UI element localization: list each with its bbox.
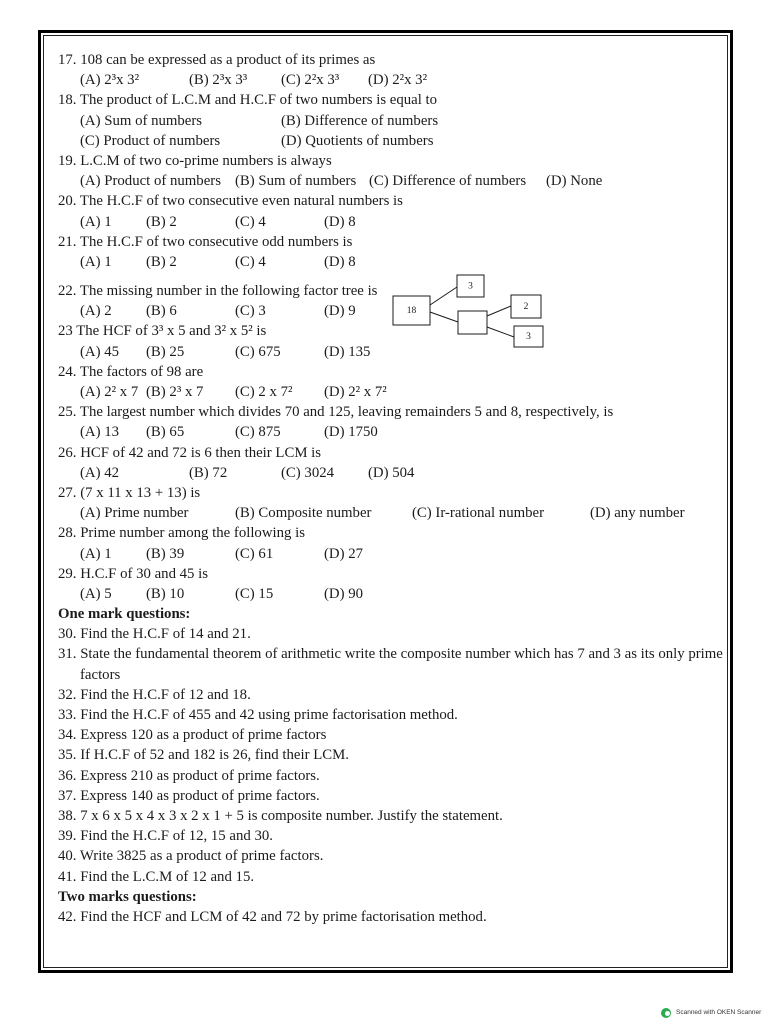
option-c: (C) 875	[235, 424, 281, 441]
option-a: (A) 1	[80, 545, 112, 562]
option-c: (C) Difference of numbers	[369, 173, 527, 190]
question-31: 31. State the fundamental theorem of arithmetic write the composite number which has 7 and 3 as its only prime	[58, 646, 723, 663]
question-21: 21. The H.C.F of two consecutive odd numbers is	[58, 233, 353, 250]
option-b: (B) 72	[189, 464, 228, 481]
tree-node-branch-label: 3	[468, 281, 473, 292]
option-c: (C) 4	[235, 253, 266, 270]
option-d: (D) 90	[324, 585, 364, 602]
tree-edge-missing-leaf-1	[487, 306, 511, 316]
options-17	[0, 70, 768, 90]
tree-edge-root-missing	[430, 312, 458, 322]
option-d: (D) 135	[324, 343, 371, 360]
question-30: 30. Find the H.C.F of 14 and 21.	[58, 626, 251, 643]
section-heading-one-mark: One mark questions:	[58, 606, 191, 623]
options-27	[0, 503, 768, 523]
question-41: 41. Find the L.C.M of 12 and 15.	[58, 868, 255, 885]
question-22: 22. The missing number in the following factor tree is	[58, 283, 378, 300]
question-27: 27. (7 x 11 x 13 + 13) is	[58, 484, 201, 501]
tree-node-leaf-2-label: 3	[526, 332, 531, 343]
option-a: (A) 1	[80, 253, 112, 270]
option-c: (C) Product of numbers	[80, 132, 221, 149]
option-b: (B) Sum of numbers	[235, 173, 357, 190]
option-b: (B) 39	[146, 545, 185, 562]
option-c: (C) Ir-rational number	[412, 505, 545, 522]
tree-node-root-label: 18	[406, 306, 417, 317]
option-b: (B) 2³ x 7	[146, 384, 204, 400]
question-37: 37. Express 140 as product of prime factors.	[58, 787, 320, 804]
scanner-watermark-text: Scanned with OKEN Scanner	[676, 1009, 762, 1016]
factor-tree-diagram	[380, 268, 555, 353]
option-b: (B) Composite number	[235, 505, 372, 522]
option-a: (A) 45	[80, 343, 120, 360]
option-d: (D) 8	[324, 253, 356, 270]
option-b: (B) 6	[146, 303, 177, 320]
question-24: 24. The factors of 98 are	[58, 363, 204, 380]
option-d: (D) 8	[324, 213, 356, 230]
question-33: 33. Find the H.C.F of 455 and 42 using prime factorisation method.	[58, 707, 458, 723]
option-c: (C) 4	[235, 213, 266, 230]
option-a: (A) Sum of numbers	[80, 112, 203, 129]
question-38: 38. 7 x 6 x 5 x 4 x 3 x 2 x 1 + 5 is composite number. Justify the statement.	[58, 807, 503, 824]
option-b: (B) 2	[146, 253, 177, 270]
option-d: (D) 27	[324, 545, 364, 562]
question-18: 18. The product of L.C.M and H.C.F of two numbers is equal to	[58, 92, 438, 109]
options-18-row-2	[0, 131, 768, 151]
tree-edge-root-branch	[430, 287, 457, 305]
options-20	[0, 212, 768, 232]
options-29	[0, 584, 768, 604]
option-b: (B) 25	[146, 343, 185, 360]
question-40: 40. Write 3825 as a product of prime factors.	[58, 848, 324, 865]
option-d: (D) 2² x 7²	[324, 384, 387, 400]
option-d: (D) Quotients of numbers	[281, 132, 434, 149]
question-20: 20. The H.C.F of two consecutive even natural numbers is	[58, 193, 403, 210]
option-c: (C) 3024	[281, 464, 335, 481]
option-a: (A) Product of numbers	[80, 173, 221, 190]
option-d: (D) None	[546, 173, 603, 190]
option-c: (C) 675	[235, 343, 281, 360]
option-d: (D) 1750	[324, 424, 378, 441]
tree-edge-missing-leaf-2	[487, 327, 514, 337]
question-39: 39. Find the H.C.F of 12, 15 and 30.	[58, 828, 273, 845]
option-d: (D) 504	[368, 464, 415, 481]
option-a: (A) Prime number	[80, 505, 189, 522]
question-35: 35. If H.C.F of 52 and 182 is 26, find their LCM.	[58, 747, 349, 764]
options-19	[0, 171, 768, 191]
question-19: 19. L.C.M of two co-prime numbers is always	[58, 152, 332, 169]
option-a: (A) 42	[80, 464, 120, 481]
question-26: 26. HCF of 42 and 72 is 6 then their LCM is	[58, 444, 322, 461]
question-42: 42. Find the HCF and LCM of 42 and 72 by prime factorisation method.	[58, 908, 487, 925]
oken-scanner-logo-icon	[661, 1008, 671, 1018]
option-a: (A) 1	[80, 213, 112, 230]
option-a: (A) 13	[80, 424, 120, 441]
option-b: (B) 2	[146, 213, 177, 230]
option-d: (D) 2²x 3²	[368, 72, 428, 89]
scanner-watermark	[660, 1007, 766, 1019]
option-b: (B) 10	[146, 585, 185, 602]
question-25: 25. The largest number which divides 70 and 125, leaving remainders 5 and 8, respectively, is	[58, 404, 614, 421]
options-26	[0, 463, 768, 483]
options-18-row-1	[0, 111, 768, 131]
option-b: (B) 2³x 3³	[189, 72, 248, 89]
question-list	[0, 50, 768, 927]
question-23: 23 The HCF of 3³ x 5 and 3² x 5² is	[58, 323, 267, 340]
question-29: 29. H.C.F of 30 and 45 is	[58, 565, 209, 582]
tree-node-missing-box	[458, 311, 487, 334]
option-a: (A) 5	[80, 585, 112, 602]
tree-node-leaf-1-label: 2	[523, 302, 529, 313]
options-25	[0, 422, 768, 442]
section-heading-two-marks: Two marks questions:	[58, 888, 197, 905]
question-34: 34. Express 120 as a product of prime factors	[58, 727, 327, 744]
option-d: (D) 9	[324, 303, 356, 320]
option-d: (D) any number	[590, 505, 685, 522]
options-24	[0, 382, 768, 402]
question-28: 28. Prime number among the following is	[58, 525, 305, 542]
option-b: (B) Difference of numbers	[281, 112, 439, 129]
option-c: (C) 3	[235, 303, 266, 320]
question-32: 32. Find the H.C.F of 12 and 18.	[58, 686, 251, 703]
question-36: 36. Express 210 as product of prime factors.	[58, 767, 320, 784]
option-a: (A) 2	[80, 303, 112, 320]
option-b: (B) 65	[146, 424, 185, 441]
option-c: (C) 15	[235, 585, 274, 602]
option-c: (C) 2²x 3³	[281, 72, 340, 89]
question-17: 17. 108 can be expressed as a product of its primes as	[58, 52, 376, 68]
option-c: (C) 61	[235, 545, 274, 562]
options-28	[0, 544, 768, 564]
question-31-continuation: factors	[80, 666, 121, 683]
option-a: (A) 2³x 3²	[80, 72, 140, 89]
option-c: (C) 2 x 7²	[235, 384, 293, 400]
option-a: (A) 2² x 7	[80, 384, 139, 400]
